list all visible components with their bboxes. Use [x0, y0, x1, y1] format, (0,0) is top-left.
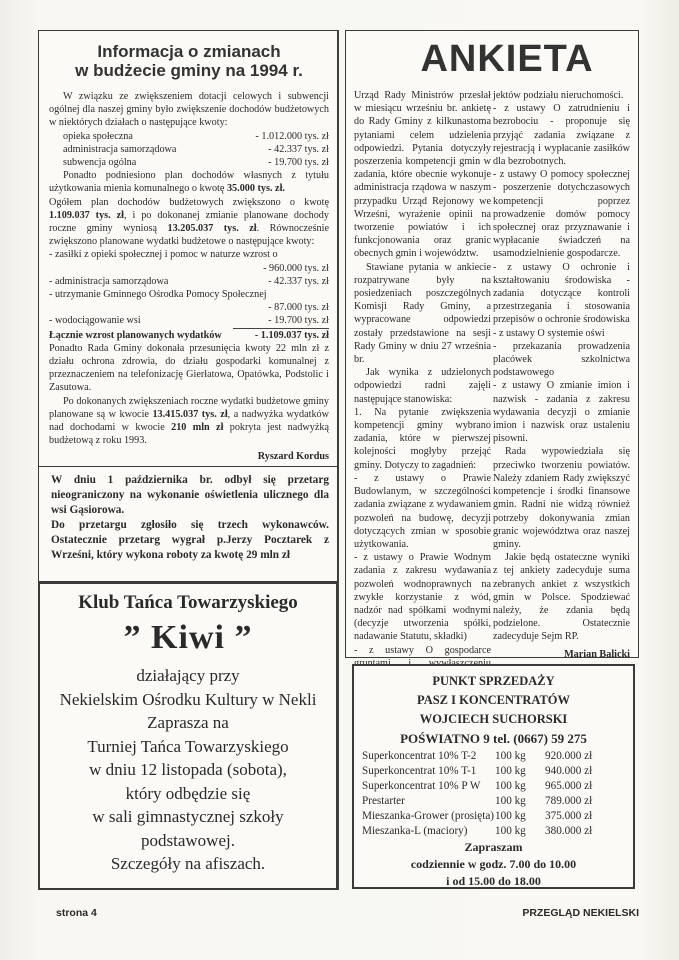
ankieta-paragraph: - z ustawy O zatrudnieniu i bezrobociu - proponuje się przyjąć zadania związane z rejestracją i wypłacanie zasiłków dla bezrobotnych.: [493, 103, 630, 168]
product-name: Mieszanka-L (maciory): [362, 825, 468, 837]
ad-invite: Zapraszam: [464, 840, 523, 854]
expense-total: Łącznie wzrost planowanych wydatków - 1.109.037 tys. zł: [49, 329, 329, 341]
tender-notice: [38, 467, 338, 582]
income-label: subwencja ogólna: [63, 157, 137, 169]
ankieta-paragraph: - z ustawy O gospodarce: [354, 644, 491, 656]
expense-list: [49, 248, 329, 327]
product-quantity: 100 kg: [495, 780, 526, 792]
product-price: 940.000 zł: [545, 765, 593, 777]
club-line: w sali gimnastycznej szkoły: [92, 807, 284, 826]
budget-title-line1: Informacja o zmianach: [97, 42, 281, 61]
ankieta-paragraph: 1. Na pytanie zwiększenia kompetencji gminy wybrano zadania, które w pierwszej kolejności mogłyby przejąć gminy. Dotyczy to zagadnień:: [354, 406, 491, 471]
product-name: Superkoncentrat 10% T-1: [362, 765, 477, 777]
income-value: - 1.012.000 tys. zł: [255, 130, 329, 142]
tender-paragraph-2: Do przetargu zgłosiło się trzech wykonawców. Ostatecznie przetarg wygrał p.Jerzy Pocztarek z Wrześni, który wykona roboty za kwotę 29 mln zł: [51, 519, 329, 561]
price-row: [362, 794, 625, 809]
product-price: 380.000 zł: [545, 825, 593, 837]
club-line: Szczegóły na afiszach.: [110, 854, 266, 873]
budget-intro: W związku ze zwiększeniem dotacji celowych i subwencji ogólnej dla naszej gminy było zwiększenie dochodów budżetowych w niektórych działach o następujące kwoty:: [49, 91, 329, 129]
ankieta-paragraph: Jak wynika z udzielonych odpowiedzi radni zajęli następujące stanowiska:: [354, 367, 491, 405]
expense-label: - wodociągowanie wsi: [49, 315, 141, 327]
product-quantity: 100 kg: [495, 825, 526, 837]
ankieta-paragraph: - z ustawy O systemie oświ: [493, 327, 605, 339]
income-label: opieka społeczna: [63, 130, 133, 142]
product-name: Superkoncentrat 10% T-2: [362, 750, 477, 762]
ankieta-paragraph: Rada wypowiedziała się przeciwko tworzeniu powiatów. Należy zdaniem Rady zwiększyć kompetencje i środki finansowe gmin. Radni nie widzą również potrzeby dokonywania zmian granic województwa oraz naszej gminy.: [493, 446, 630, 550]
price-table: [362, 749, 625, 839]
expense-row: [49, 301, 329, 314]
expense-row: [49, 262, 329, 275]
column-divider: [338, 30, 339, 890]
club-line: w dniu 12 listopada (sobota),: [89, 760, 287, 779]
expense-row: [49, 314, 329, 327]
club-line: działający przy: [136, 666, 240, 685]
ankieta-column-2: [493, 89, 630, 696]
ankieta-paragraph: - z ustawy O ochronie i kształtowaniu środowiska - zadania dotyczące kontroli przestrzegania i stosowania przepisów o ochronie środowiska: [493, 261, 630, 326]
product-name: Mieszanka-Grower (prosięta): [362, 810, 495, 822]
budget-author: Ryszard Kordus: [257, 451, 329, 463]
ad-heading-1: PUNKT SPRZEDAŻY: [432, 674, 555, 688]
income-row: [49, 130, 329, 143]
ad-owner: WOJCIECH SUCHORSKI: [419, 712, 568, 726]
product-name: Prestarter: [362, 795, 405, 807]
price-row: [362, 809, 625, 824]
ad-address-phone: POŚWIATNO 9 tel. (0667) 59 275: [400, 731, 587, 746]
ankieta-paragraph: - z ustawy O pomocy społecznej - poszerzenie dotychczasowych kompetencji poprzez prowadzenie domów pomocy społecznej oraz przyznawanie i wypłacanie świadczeń na usamodzielnienie gospodarcze.: [493, 169, 630, 260]
ad-heading-2: PASZ I KONCENTRATÓW: [416, 693, 571, 707]
expense-value: - 87.000 tys. zł: [268, 302, 329, 314]
club-line: Turniej Tańca Towarzyskiego: [87, 736, 289, 756]
ad-hours-2: i od 15.00 do 18.00: [446, 874, 541, 888]
ankieta-column-1: [354, 89, 491, 696]
product-quantity: 100 kg: [495, 765, 526, 777]
expense-value: - 19.700 tys. zł: [268, 315, 329, 327]
tender-paragraph-1: W dniu 1 października br. odbył się przetarg nieograniczony na wykonanie oświetlenia ulicznego dla wsi Gąsiorowa.: [51, 474, 329, 516]
expense-label: - zasiłki z opieki społecznej i pomoc w naturze wzrost o: [49, 249, 278, 261]
product-price: 965.000 zł: [545, 780, 593, 792]
budget-paragraph-expenses: Po dokonanych zwiększeniach roczne wydatki budżetowe gminy planowane są w kwocie 13.415.037 tys. zł, a nadwyżka wydatków nad dochodami w kwocie 210 mln zł pokryta jest nadwyżką budżetową z roku 1993.: [49, 395, 329, 447]
income-row: [49, 156, 329, 169]
ankieta-paragraph: jektów podziału nieruchomości.: [493, 90, 624, 101]
product-price: 920.000 zł: [545, 750, 593, 762]
feed-shop-ad: [352, 664, 635, 889]
ankieta-paragraph: Urząd Rady Ministrów przesłał w miesiącu wrześniu br. ankietę do Rady Gminy z kilkunastoma pytaniami celem udzielenia odpowiedzi. Pytania dotyczyły poszerzenia kompetencji gmin w zadania, które obecnie wykonuje administracja rządowa w naszym przypadku Urząd Rejonowy we Wrześni, wyrażenie opinii na tworzenie powiatów i ich funkcjonowania oraz granic obecnych gmin i województw.: [354, 90, 491, 260]
income-value: - 42.337 tys. zł: [268, 143, 329, 155]
club-line: Zaprasza na: [147, 713, 229, 732]
ankieta-paragraph: - z ustawy o Prawie Budowlanym, w szczególności zadania związane z wydawaniem pozwoleń na budowę, decyzji dotyczących zmian w sposobie użytkowania.: [354, 472, 491, 550]
ankieta-paragraph: Jakie będą ostateczne wyniki z tej ankiety zadecyduje suma zebranych ankiet z wszystkich gmin w Polsce. Spodziewać należy, że zdania będą podzielone. Ostatecznie zadecyduje Sejm RP.: [493, 552, 630, 643]
product-quantity: 100 kg: [495, 810, 526, 822]
income-label: administracja samorządowa: [63, 143, 177, 155]
budget-title: [49, 42, 329, 80]
price-row: [362, 764, 625, 779]
expense-value: - 42.337 tys. zł: [268, 275, 329, 287]
budget-article: [38, 30, 338, 467]
ankieta-paragraph: - z ustawy o Prawie Wodnym zadania z zakresu wydawania pozwoleń wodnoprawnych na zwykłe korzystanie z wód, nadzór nad spółkami wodnymi (decyzje utworzenia spółki, nadawanie Statutu, składki): [354, 552, 491, 643]
ad-hours-1: codziennie w godz. 7.00 do 10.00: [410, 857, 577, 871]
club-line: który odbędzie się: [125, 783, 251, 803]
expense-label: - administracja samorządowa: [49, 275, 169, 287]
product-price: 375.000 zł: [545, 810, 593, 822]
club-title: Klub Tańca Towarzyskiego: [78, 592, 298, 613]
expense-label: - utrzymanie Gminnego Ośrodka Pomocy Społecznej: [49, 289, 267, 301]
budget-paragraph-own-income: Ponadto podniesiono plan dochodów własnych z tytułu użytkowania mienia komunalnego o kwotę 35.000 tys. zł.: [49, 170, 329, 195]
product-name: Superkoncentrat 10% P W: [362, 780, 481, 792]
ankieta-paragraph: - z ustawy O zmianie imion i nazwisk - zadania z zakresu wydawania decyzji o zmianie imion i nazwisk oraz ustaleniu pisowni.: [493, 380, 630, 445]
club-name: ” Kiwi ”: [123, 619, 253, 656]
budget-paragraph-total-income: Ogółem plan dochodów budżetowych zwiększono o kwotę 1.109.037 tys. zł, i po dokonanej zmianie planowane dochody roczne gminy wyniosą 13.205.037 tys. zł. Równocześnie zwiększono planowane wydatki budżetowe o następujące kwoty:: [49, 196, 329, 248]
budget-paragraph-transfer: Ponadto Rada Gminy dokonała przesunięcia kwoty 22 mln zł z działu ochrona zdrowia, do działu gospodarki komunalnej z przeznaczeniem na telefonizację Gierłatowa, Opatówka, Podstolic i Zasutowa.: [49, 342, 329, 394]
club-line: podstawowej.: [141, 830, 235, 850]
product-price: 789.000 zł: [545, 795, 593, 807]
club-line: Nekielskim Ośrodku Kultury w Nekli: [59, 689, 317, 709]
ankieta-article: [345, 30, 639, 658]
income-value: - 19.700 tys. zł: [268, 157, 329, 169]
ankieta-author: Marian Balicki: [564, 648, 630, 660]
ankieta-paragraph: Stawiane pytania w ankiecie rozpatrywane były na posiedzeniach poszczególnych Komisji Rady Gminy, a wypracowane odpowiedzi zostały przedstawione na sesji Rady Gminy w dniu 27 września br.: [354, 261, 491, 366]
ankieta-title: ANKIETA: [420, 38, 594, 80]
price-row: [362, 779, 625, 794]
income-list: [49, 130, 329, 170]
dance-club-ad: [38, 582, 338, 890]
club-lines: [46, 664, 330, 876]
expense-value: - 960.000 tys. zł: [263, 262, 329, 274]
page-number: strona 4: [56, 907, 97, 919]
price-row: [362, 749, 625, 764]
publication-name: PRZEGLĄD NEKIELSKI: [522, 907, 639, 919]
income-row: [49, 143, 329, 156]
budget-title-line2: w budżecie gminy na 1994 r.: [75, 61, 303, 80]
price-row: [362, 824, 625, 839]
product-quantity: 100 kg: [495, 750, 526, 762]
expense-row: [49, 275, 329, 288]
product-quantity: 100 kg: [495, 795, 526, 807]
ankieta-paragraph: - przekazania prowadzenia placówek szkolnictwa podstawowego: [493, 340, 630, 379]
